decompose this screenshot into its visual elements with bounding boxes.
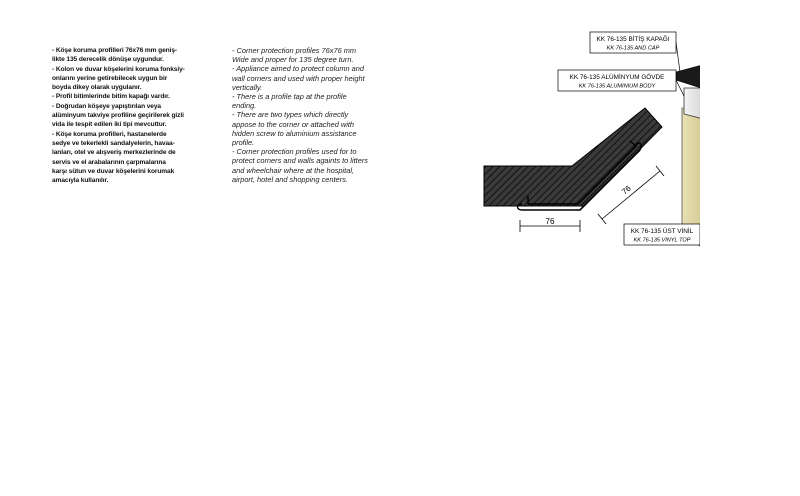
- dimension-angled-label: 76: [620, 183, 633, 197]
- english-paragraph: - There is a profile tap at the profile ending.: [232, 92, 347, 111]
- turkish-paragraph: - Kolon ve duvar köşelerini koruma fonksiy- onlarını yerine getirebilecek uygun bir boyda dikey olarak uygulanır.: [52, 65, 185, 92]
- english-paragraph: - There are two types which directly appose to the corner or attached with hidden screw to aluminium assistance profile.: [232, 110, 357, 148]
- english-text-column: [232, 46, 410, 184]
- callout-end-cap-leader: [676, 42, 680, 72]
- callout-vinyl-top-en: KK 76-135 VINYL TOP: [633, 237, 691, 244]
- profile-cross-section: [484, 108, 662, 210]
- turkish-paragraph: - Köşe koruma profilleri 76x76 mm geniş- likte 135 derecelik dönüşe uygundur.: [52, 47, 177, 64]
- english-paragraph: - Corner protection profiles used for to protect corners and walls againts to litters and wheelchair where at the hospital, airport, hotel and shopping centers.: [232, 147, 368, 184]
- dimension-horizontal: [520, 217, 580, 232]
- dimension-horizontal-label: 76: [545, 217, 555, 226]
- english-paragraph: - Corner protection profiles 76x76 mm Wide and proper for 135 degree turn.: [232, 46, 357, 65]
- callout-aluminium-body: [558, 70, 684, 96]
- callout-aluminium-body-en: KK 76-135 ALUMINIUM BODY: [578, 83, 656, 90]
- callout-end-cap-en: KK 76-135 AND CAP: [606, 45, 660, 52]
- callout-end-cap: [590, 32, 680, 72]
- callout-vinyl-top-tr: KK 76-135 ÜST VİNİL: [630, 228, 694, 235]
- english-paragraph: - Appliance aimed to protect column and wall corners and used with proper height vertically.: [232, 64, 365, 92]
- turkish-paragraph: - Doğrudan köşeye yapıştırılan veya alüminyum takviye profiline geçirilerek gizli vida ile tespit edilen iki tipi mevcuttur.: [52, 102, 184, 129]
- turkish-paragraph: - Köşe koruma profilleri, hastanelerde sedye ve tekerlekli sandalyelerin, havaa- lanları, otel ve alışveriş merkezlerinde de servis ve el arabalarının çarpmalarına karşı sütun ve duvar köşelerini korumak amacıyla kullanılır.: [52, 130, 176, 185]
- column-corner-3d: [676, 64, 700, 250]
- callout-aluminium-body-tr: KK 76-135 ALÜMİNYUM GÖVDE: [569, 74, 665, 81]
- turkish-paragraph: - Profil bitimlerinde bitim kapağı vardır.: [52, 93, 170, 101]
- product-drawing: [470, 26, 700, 256]
- callout-end-cap-tr: KK 76-135 BİTİŞ KAPAĞI: [596, 36, 670, 43]
- turkish-text-column: [52, 46, 228, 185]
